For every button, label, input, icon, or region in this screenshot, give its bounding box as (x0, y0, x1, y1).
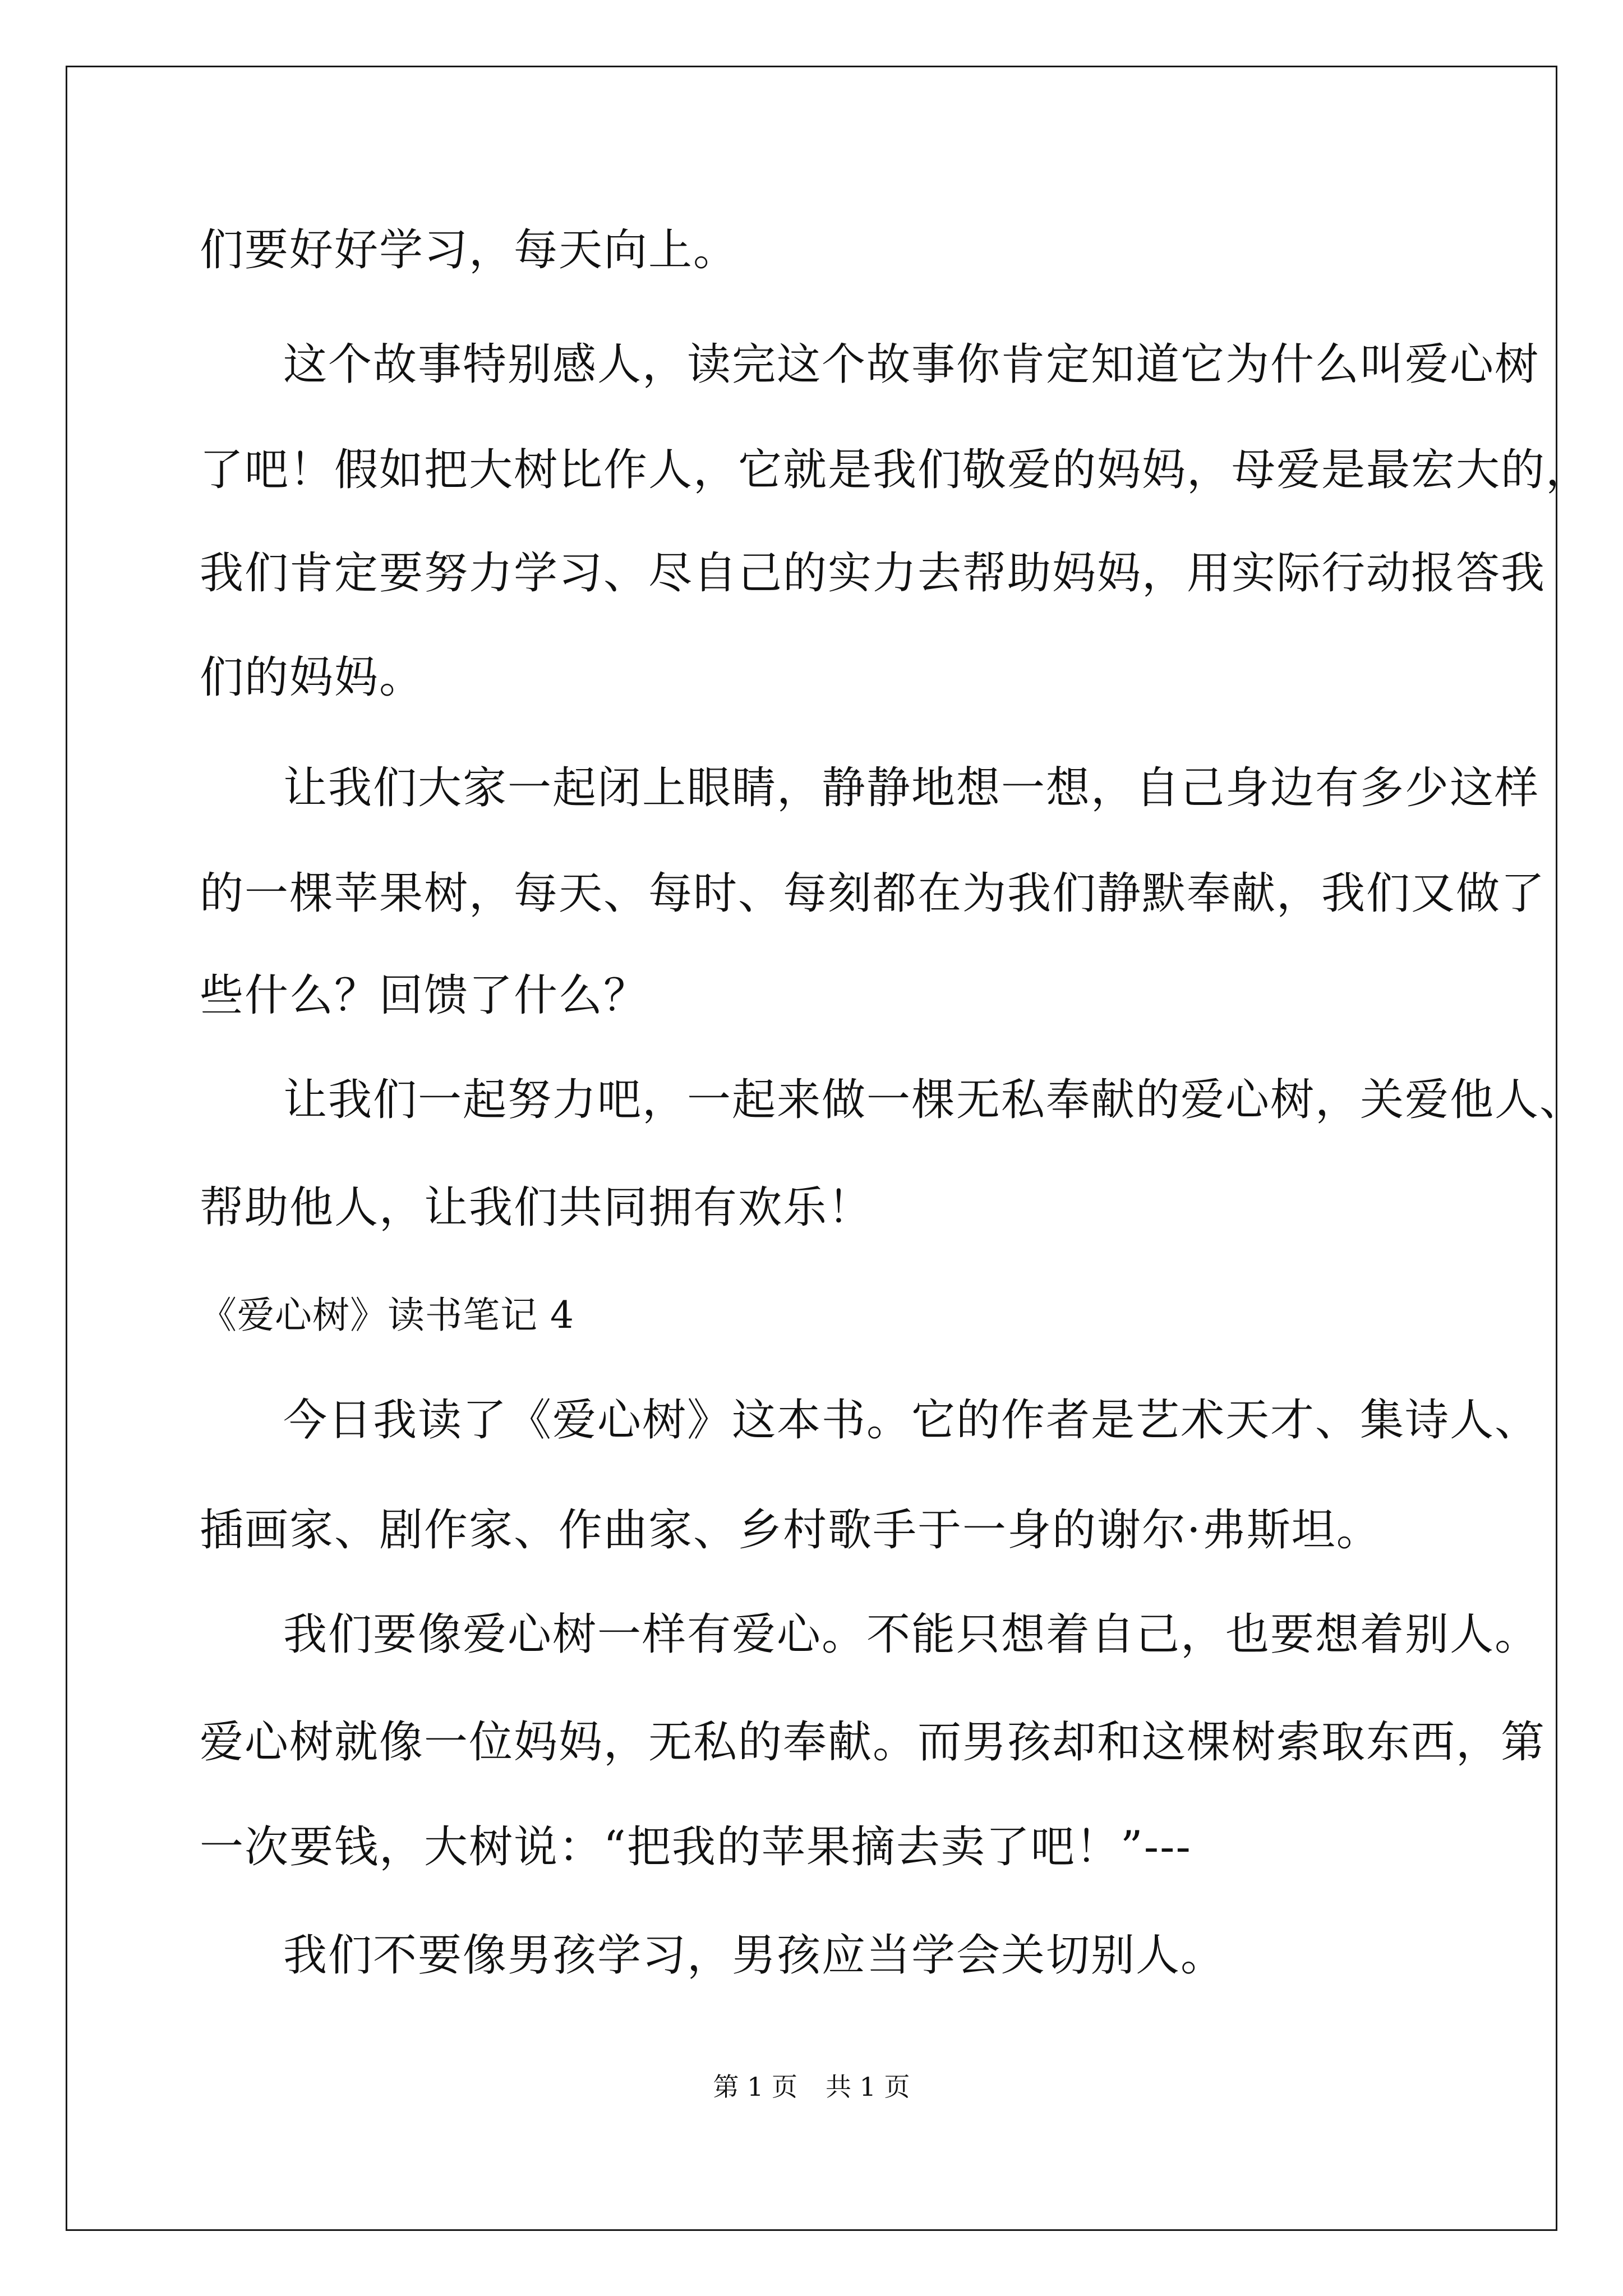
text-line-5: 们的妈妈。 (200, 652, 425, 703)
text-line-3: 了吧！假如把大树比作人，它就是我们敬爱的妈妈，母爱是最宏大的， (200, 445, 1591, 495)
text-line-12: 今日我读了《爱心树》这本书。它的作者是艺术天才、集诗人、 (283, 1395, 1540, 1446)
page-footer (0, 2070, 1623, 2104)
section-heading: 《爱心树》读书笔记 4 (200, 1294, 574, 1337)
text-line-7: 的一棵苹果树，每天、每时、每刻都在为我们静默奉献，我们又做了 (200, 868, 1546, 919)
text-line-1: 们要好好学习，每天向上。 (200, 225, 739, 275)
text-line-8: 些什么？回馈了什么？ (200, 970, 649, 1021)
text-line-14: 我们要像爱心树一样有爱心。不能只想着自己，也要想着别人。 (283, 1609, 1540, 1660)
text-line-2: 这个故事特别感人，读完这个故事你肯定知道它为什么叫爱心树 (283, 339, 1540, 390)
page-total: 共 1 页 (826, 2072, 910, 2102)
text-line-15: 爱心树就像一位妈妈，无私的奉献。而男孩却和这棵树索取东西，第 (200, 1717, 1546, 1768)
text-line-16: 一次要钱，大树说：“把我的苹果摘去卖了吧！”--- (200, 1822, 1192, 1872)
text-line-9: 让我们一起努力吧，一起来做一棵无私奉献的爱心树，关爱他人、 (283, 1075, 1585, 1125)
text-line-13: 插画家、剧作家、作曲家、乡村歌手于一身的谢尔·弗斯坦。 (200, 1505, 1381, 1556)
text-line-17: 我们不要像男孩学习，男孩应当学会关切别人。 (283, 1930, 1226, 1981)
text-line-6: 让我们大家一起闭上眼睛，静静地想一想，自己身边有多少这样 (283, 763, 1540, 813)
text-line-10: 帮助他人，让我们共同拥有欢乐！ (200, 1182, 873, 1233)
page-number: 第 1 页 (713, 2072, 797, 2102)
text-line-4: 我们肯定要努力学习、尽自己的实力去帮助妈妈，用实际行动报答我 (200, 548, 1546, 599)
